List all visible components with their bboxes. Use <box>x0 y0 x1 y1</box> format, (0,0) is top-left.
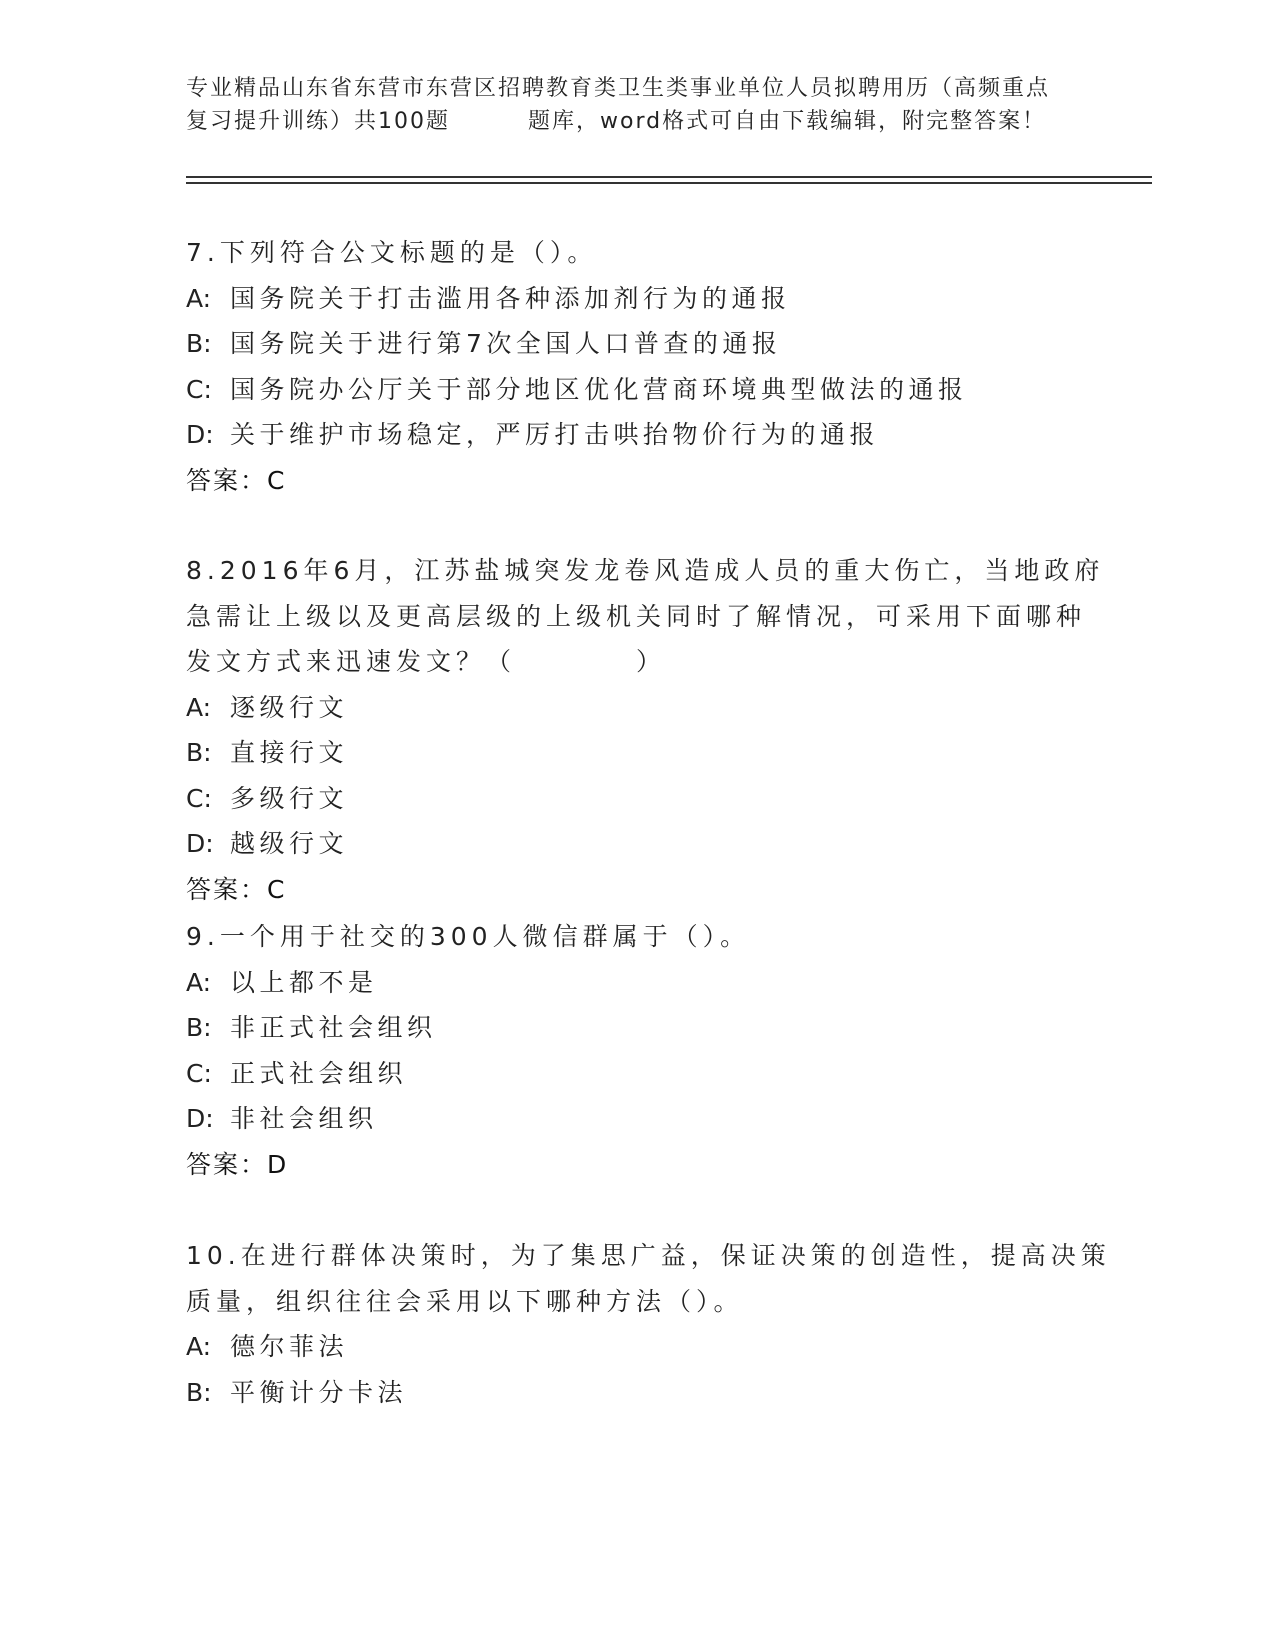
option-key: C: <box>186 374 212 404</box>
option-key: A: <box>186 283 212 313</box>
question-stem-line-part: ） <box>636 647 667 676</box>
option-text: 以上都不是 <box>230 967 378 997</box>
option-a <box>186 276 1086 322</box>
option-text: 正式社会组织 <box>230 1058 408 1088</box>
question-stem-line: 8.2016年6月，江苏盐城突发龙卷风造成人员的重大伤亡，当地政府 <box>186 556 1105 585</box>
question-stem <box>186 1233 1111 1324</box>
document-header <box>186 72 1086 138</box>
option-text: 非正式社会组织 <box>230 1013 437 1042</box>
option-b <box>186 321 1086 367</box>
option-text: 非社会组织 <box>230 1104 378 1133</box>
question-8 <box>186 548 1105 912</box>
option-text: 国务院关于进行第7次全国人口普查的通报 <box>230 329 782 358</box>
option-d <box>186 412 1086 458</box>
option-c <box>186 367 1086 413</box>
option-a <box>186 685 1086 731</box>
question-stem-line: 急需让上级以及更高层级的上级机关同时了解情况，可采用下面哪种 <box>186 601 1087 631</box>
question-7 <box>186 230 1086 503</box>
header-divider-bottom <box>186 182 1152 184</box>
answer-label: 答案：C <box>186 874 287 904</box>
option-text: 越级行文 <box>230 829 349 858</box>
question-stem <box>186 230 1086 276</box>
option-b <box>186 730 1086 776</box>
option-b <box>186 1370 1086 1416</box>
header-title-line-2-part-b: 题库，word格式可自由下载编辑，附完整答案！ <box>528 109 1047 134</box>
option-c <box>186 776 1086 822</box>
option-text: 关于维护市场稳定，严厉打击哄抬物价行为的通报 <box>230 420 880 449</box>
option-text: 逐级行文 <box>230 692 349 722</box>
option-c <box>186 1051 1086 1097</box>
question-stem-line: 10.在进行群体决策时，为了集思广益，保证决策的创造性，提高决策 <box>186 1241 1111 1270</box>
option-key: C: <box>186 783 212 813</box>
question-stem-line: 质量，组织往往会采用以下哪种方法（）。 <box>186 1286 744 1316</box>
answer-label: 答案：D <box>186 1149 289 1179</box>
option-d <box>186 1096 1086 1142</box>
option-text: 国务院关于打击滥用各种添加剂行为的通报 <box>230 283 791 313</box>
option-a <box>186 960 1086 1006</box>
question-stem-line <box>186 639 1086 685</box>
option-key: D: <box>186 420 214 449</box>
question-stem <box>186 548 1105 685</box>
option-key: A: <box>186 1332 212 1361</box>
option-key: B: <box>186 329 212 358</box>
option-key: B: <box>186 738 212 767</box>
question-stem-line: 7.下列符合公文标题的是（）。 <box>186 238 598 267</box>
question-stem-line: 9.一个用于社交的300人微信群属于（）。 <box>186 922 751 951</box>
option-text: 国务院办公厅关于部分地区优化营商环境典型做法的通报 <box>230 374 968 404</box>
option-key: B: <box>186 1377 212 1407</box>
option-a <box>186 1324 1086 1370</box>
option-key: D: <box>186 1104 214 1133</box>
question-9 <box>186 914 1086 1187</box>
option-b <box>186 1005 1086 1051</box>
option-text: 直接行文 <box>230 738 349 767</box>
option-key: B: <box>186 1013 212 1042</box>
option-d <box>186 821 1086 867</box>
question-stem <box>186 914 1086 960</box>
question-stem-line-part: 发文方式来迅速发文？（ <box>186 647 517 676</box>
option-text: 多级行文 <box>230 783 349 813</box>
option-text: 平衡计分卡法 <box>230 1377 408 1407</box>
header-title-line-2-part-a: 复习提升训练）共100题 <box>186 109 450 134</box>
option-key: C: <box>186 1058 212 1088</box>
header-divider-top <box>186 176 1152 178</box>
option-text: 德尔菲法 <box>230 1332 349 1361</box>
header-title-line-2 <box>186 105 1086 138</box>
option-key: A: <box>186 967 212 997</box>
header-title-line-1: 专业精品山东省东营市东营区招聘教育类卫生类事业单位人员拟聘用历（高频重点 <box>186 76 1051 101</box>
option-key: D: <box>186 829 214 858</box>
answer-label: 答案：C <box>186 465 287 495</box>
question-10 <box>186 1233 1111 1415</box>
option-key: A: <box>186 692 212 722</box>
